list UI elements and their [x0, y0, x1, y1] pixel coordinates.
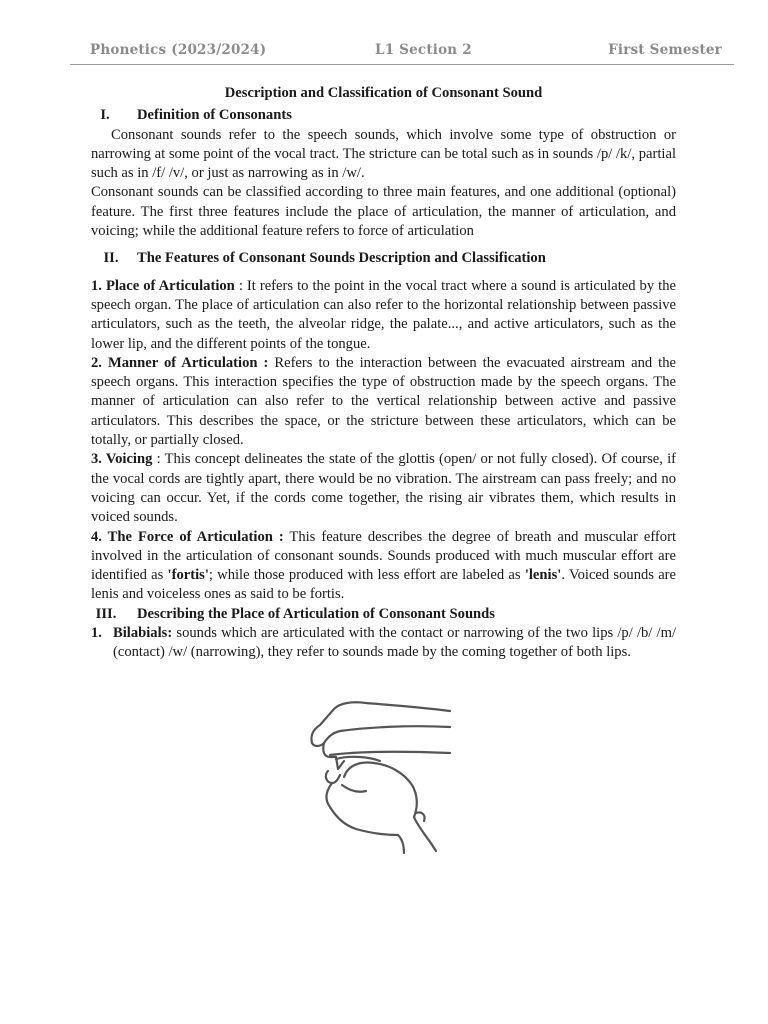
header-section: L1 Section 2: [375, 42, 472, 58]
section-3-number: III.: [95, 605, 117, 622]
document-body: [91, 84, 676, 663]
feature-place-text: It refers to the point in the vocal tract where a sound is articulated by the speech organ. The place of articulation can also refer to the horizontal relationship between passive articulators, such as the teeth, the alveolar ridge, the palate..., and active articulators, such as the lower lip, and the different points of the tongue.: [91, 277, 676, 352]
section-2-number: II.: [103, 250, 119, 267]
fortis-term: 'fortis': [167, 567, 209, 584]
section-3-title: Describing the Place of Articulation of Consonant Sounds: [137, 605, 495, 622]
feature-place: 1. Place of Articulation : It refers to the point in the vocal tract where a sound is articulated by the speech organ. The place of articulation can also refer to the horizontal relationship between passive articulators, such as the teeth, the alveolar ridge, the palate..., and active articulators, such as the lower lip, and the different points of the tongue.: [91, 277, 676, 352]
feature-voicing-label: 3. Voicing: [91, 451, 153, 468]
feature-manner-text: Refers to the interaction between the evacuated airstream and the speech organs. This interaction specifies the type of obstruction made by the speech organs. The manner of articulation can also refer to the vertical relationship between active and passive articulators. This describes the space, or the stricture between these articulators, which can be totally, or partially closed.: [91, 354, 676, 449]
feature-place-label: 1. Place of Articulation: [91, 277, 235, 294]
feature-manner: [91, 354, 676, 450]
section-2-title: The Features of Consonant Sounds Description and Classification: [137, 250, 546, 267]
bilabials-text: sounds which are articulated with the contact or narrowing of the two lips /p/ /b/ /m/ (contact) /w/ (narrowing), they refer to sounds made by the coming together of both lips.: [113, 625, 676, 661]
section-2-heading: [91, 249, 676, 268]
section-1-number: I.: [100, 107, 110, 124]
document-title: Description and Classification of Consonant Sound: [224, 85, 543, 101]
bilabials-number: 1.: [91, 625, 102, 642]
feature-force: 4. The Force of Articulation : This feature describes the degree of breath and muscular effort involved in the articulation of consonant sounds. Sounds produced with much muscular effort are identified as 'fortis'; while those produced with less effort are labeled as 'lenis'. Voiced sounds are lenis and voiceless ones as said to be fortis.: [91, 528, 677, 603]
page-header: [70, 38, 734, 65]
vocal-tract-diagram-icon: [300, 695, 460, 855]
section-1-paragraph-1: Consonant sounds refer to the speech sounds, which involve some type of obstruction or narrowing at some point of the vocal tract. The stricture can be total such as in sounds /p/ /k/, partial such as in /f/ /v/, or just as narrowing as in /w/.: [91, 126, 676, 182]
section-1-paragraph-2: Consonant sounds can be classified according to three main features, and one additional (optional) feature. The first three features include the place of articulation, the manner of articulation, and voicing; while the additional feature refers to force of articulation: [91, 184, 676, 240]
section-3-heading: [91, 605, 676, 624]
bilabials-item: [91, 624, 676, 663]
lenis-term: 'lenis': [524, 567, 562, 584]
feature-voicing: 3. Voicing : This concept delineates the state of the glottis (open/ or not fully closed). Of course, if the vocal cords are tightly apart, there would be no vibration. The airstream can pass freely; and no voicing can occur. Yet, if the cords come together, the rising air vibrates them, which results in voiced sounds.: [91, 451, 676, 526]
bilabials-label: Bilabials:: [113, 625, 173, 642]
header-course: Phonetics (2023/2024): [90, 42, 267, 58]
feature-voicing-text: This concept delineates the state of the glottis (open/ or not fully closed). Of course, if the vocal cords are tightly apart, there would be no vibration. The airstream can pass freely; and no voicing can occur. Yet, if the cords come together, the rising air vibrates them, which results in voiced sounds.: [91, 451, 676, 526]
header-semester: First Semester: [608, 42, 722, 58]
section-1-heading: [91, 106, 676, 125]
feature-force-label: 4. The Force of Articulation :: [91, 528, 284, 545]
section-1-title: Definition of Consonants: [137, 107, 292, 124]
feature-manner-label: 2. Manner of Articulation :: [91, 354, 269, 371]
